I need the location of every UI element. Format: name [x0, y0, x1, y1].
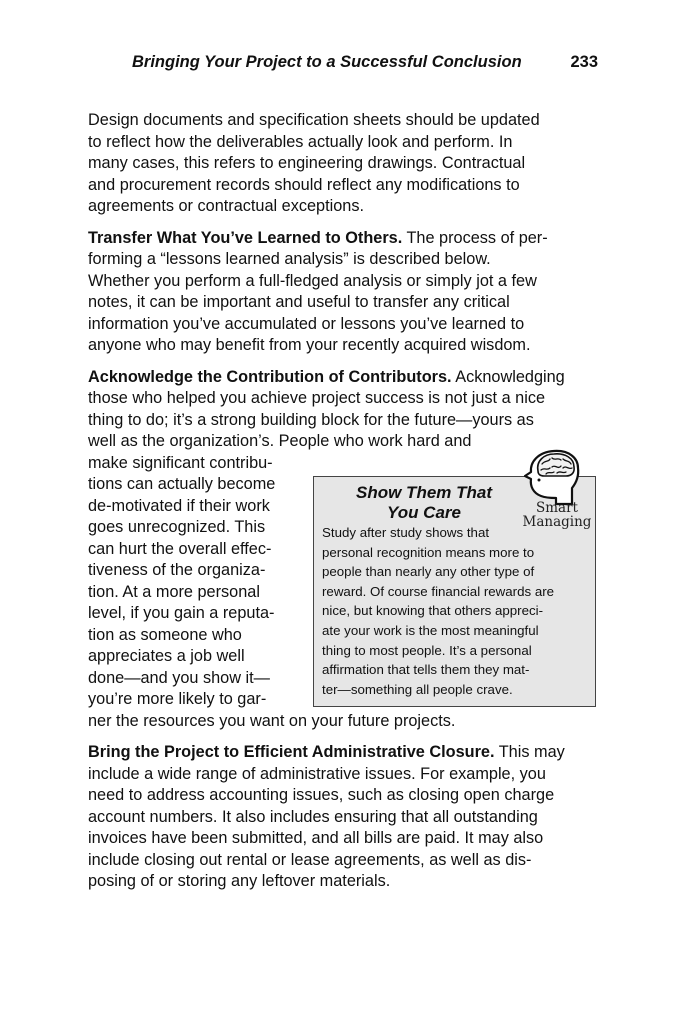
sidebar-text-line: personal recognition means more to: [322, 544, 535, 560]
running-head: Bringing Your Project to a Successful Conclusion: [132, 53, 522, 71]
paragraph-transfer-learning: [88, 228, 598, 357]
sidebar-text-line: ter—something all people crave.: [322, 681, 513, 697]
smart-managing-badge: [516, 446, 598, 538]
text-line: thing to do; it’s a strong building block for the future—yours as: [88, 410, 534, 429]
wrapped-text-line: appreciates a job well: [88, 647, 245, 665]
text-line: include a wide range of administrative issues. For example, you: [88, 764, 546, 783]
brain-head-icon: [516, 446, 598, 506]
page-number: 233: [570, 53, 598, 71]
wrapped-text-line: tion. At a more personal: [88, 582, 260, 601]
wrapped-text-line: make significant contribu-: [88, 453, 273, 472]
wrapped-text-line: de-motivated if their work: [88, 496, 270, 515]
text-line: notes, it can be important and useful to transfer any critical: [88, 293, 510, 311]
wrapped-text-line: you’re more likely to gar-: [88, 690, 267, 708]
text-line: need to address accounting issues, such as closing open charge: [88, 786, 555, 804]
sidebar-title-line: You Care: [386, 503, 461, 522]
text-line: ner the resources you want on your future projects.: [88, 711, 456, 730]
text-line: to reflect how the deliverables actually look and perform. In: [88, 132, 513, 151]
paragraph-lead-in: Bring the Project to Efficient Administrative Closure.: [88, 743, 495, 761]
sidebar-text-line: reward. Of course financial rewards are: [322, 583, 555, 599]
wrapped-text-line: level, if you gain a reputa-: [88, 604, 275, 622]
text-line: [88, 367, 598, 389]
text-line: and procurement records should reflect any modifications to: [88, 175, 520, 194]
sidebar-text-line: Study after study shows that: [322, 525, 490, 540]
sidebar-text-line: people than nearly any other type of: [322, 564, 535, 580]
text-line: [88, 228, 598, 250]
badge-label-line: Smart: [536, 500, 578, 516]
badge-label: [516, 501, 598, 529]
paragraph-lead-in: Transfer What You’ve Learned to Others.: [88, 228, 403, 247]
wrapped-text-line: can hurt the overall effec-: [88, 539, 272, 558]
text-line: forming a “lessons learned analysis” is described below.: [88, 250, 491, 268]
text-line: information you’ve accumulated or lessons you’ve learned to: [88, 314, 525, 333]
paragraph-design-documents: [88, 110, 598, 218]
wrapped-text-line: tion as someone who: [88, 625, 242, 644]
text-line: invoices have been submitted, and all bills are paid. It may also: [88, 829, 544, 847]
sidebar-body: [322, 523, 592, 699]
text-line: many cases, this refers to engineering drawings. Contractual: [88, 154, 526, 172]
text-line: include closing out rental or lease agreements, as well as dis-: [88, 850, 532, 869]
text-line: well as the organization’s. People who work hard and: [88, 432, 472, 450]
text-line: agreements or contractual exceptions.: [88, 197, 365, 215]
text-line: anyone who may benefit from your recently acquired wisdom.: [88, 336, 531, 354]
text-run: Acknowledging: [451, 367, 565, 386]
text-line: [88, 742, 598, 764]
sidebar-text-line: thing to most people. It’s a personal: [322, 642, 532, 658]
wrapped-text-line: goes unrecognized. This: [88, 518, 266, 536]
sidebar-title-line: Show Them That: [356, 483, 492, 502]
sidebar-title: [314, 483, 534, 523]
wrapped-text-line: done—and you show it—: [88, 668, 270, 687]
text-line: Design documents and specification sheets should be updated: [88, 111, 540, 129]
badge-label-line: Managing: [522, 514, 592, 530]
sidebar-text-line: nice, but knowing that others appreci-: [322, 603, 544, 619]
paragraph-administrative-closure: [88, 742, 598, 893]
sidebar-text-line: affirmation that tells them they mat-: [322, 662, 530, 678]
text-run: The process of per-: [402, 228, 548, 247]
text-line: Whether you perform a full-fledged analysis or simply jot a few: [88, 271, 537, 290]
text-line: posing of or storing any leftover materials.: [88, 872, 391, 890]
text-run: This may: [494, 743, 565, 761]
text-line: those who helped you achieve project success is not just a nice: [88, 389, 546, 407]
wrapped-text-line: tions can actually become: [88, 475, 276, 493]
wrapped-text-line: tiveness of the organiza-: [88, 561, 266, 579]
page-header: [132, 53, 598, 77]
text-line: account numbers. It also includes ensuring that all outstanding: [88, 807, 538, 826]
paragraph-lead-in: Acknowledge the Contribution of Contributors.: [88, 367, 452, 386]
sidebar-text-line: ate your work is the most meaningful: [322, 622, 539, 638]
